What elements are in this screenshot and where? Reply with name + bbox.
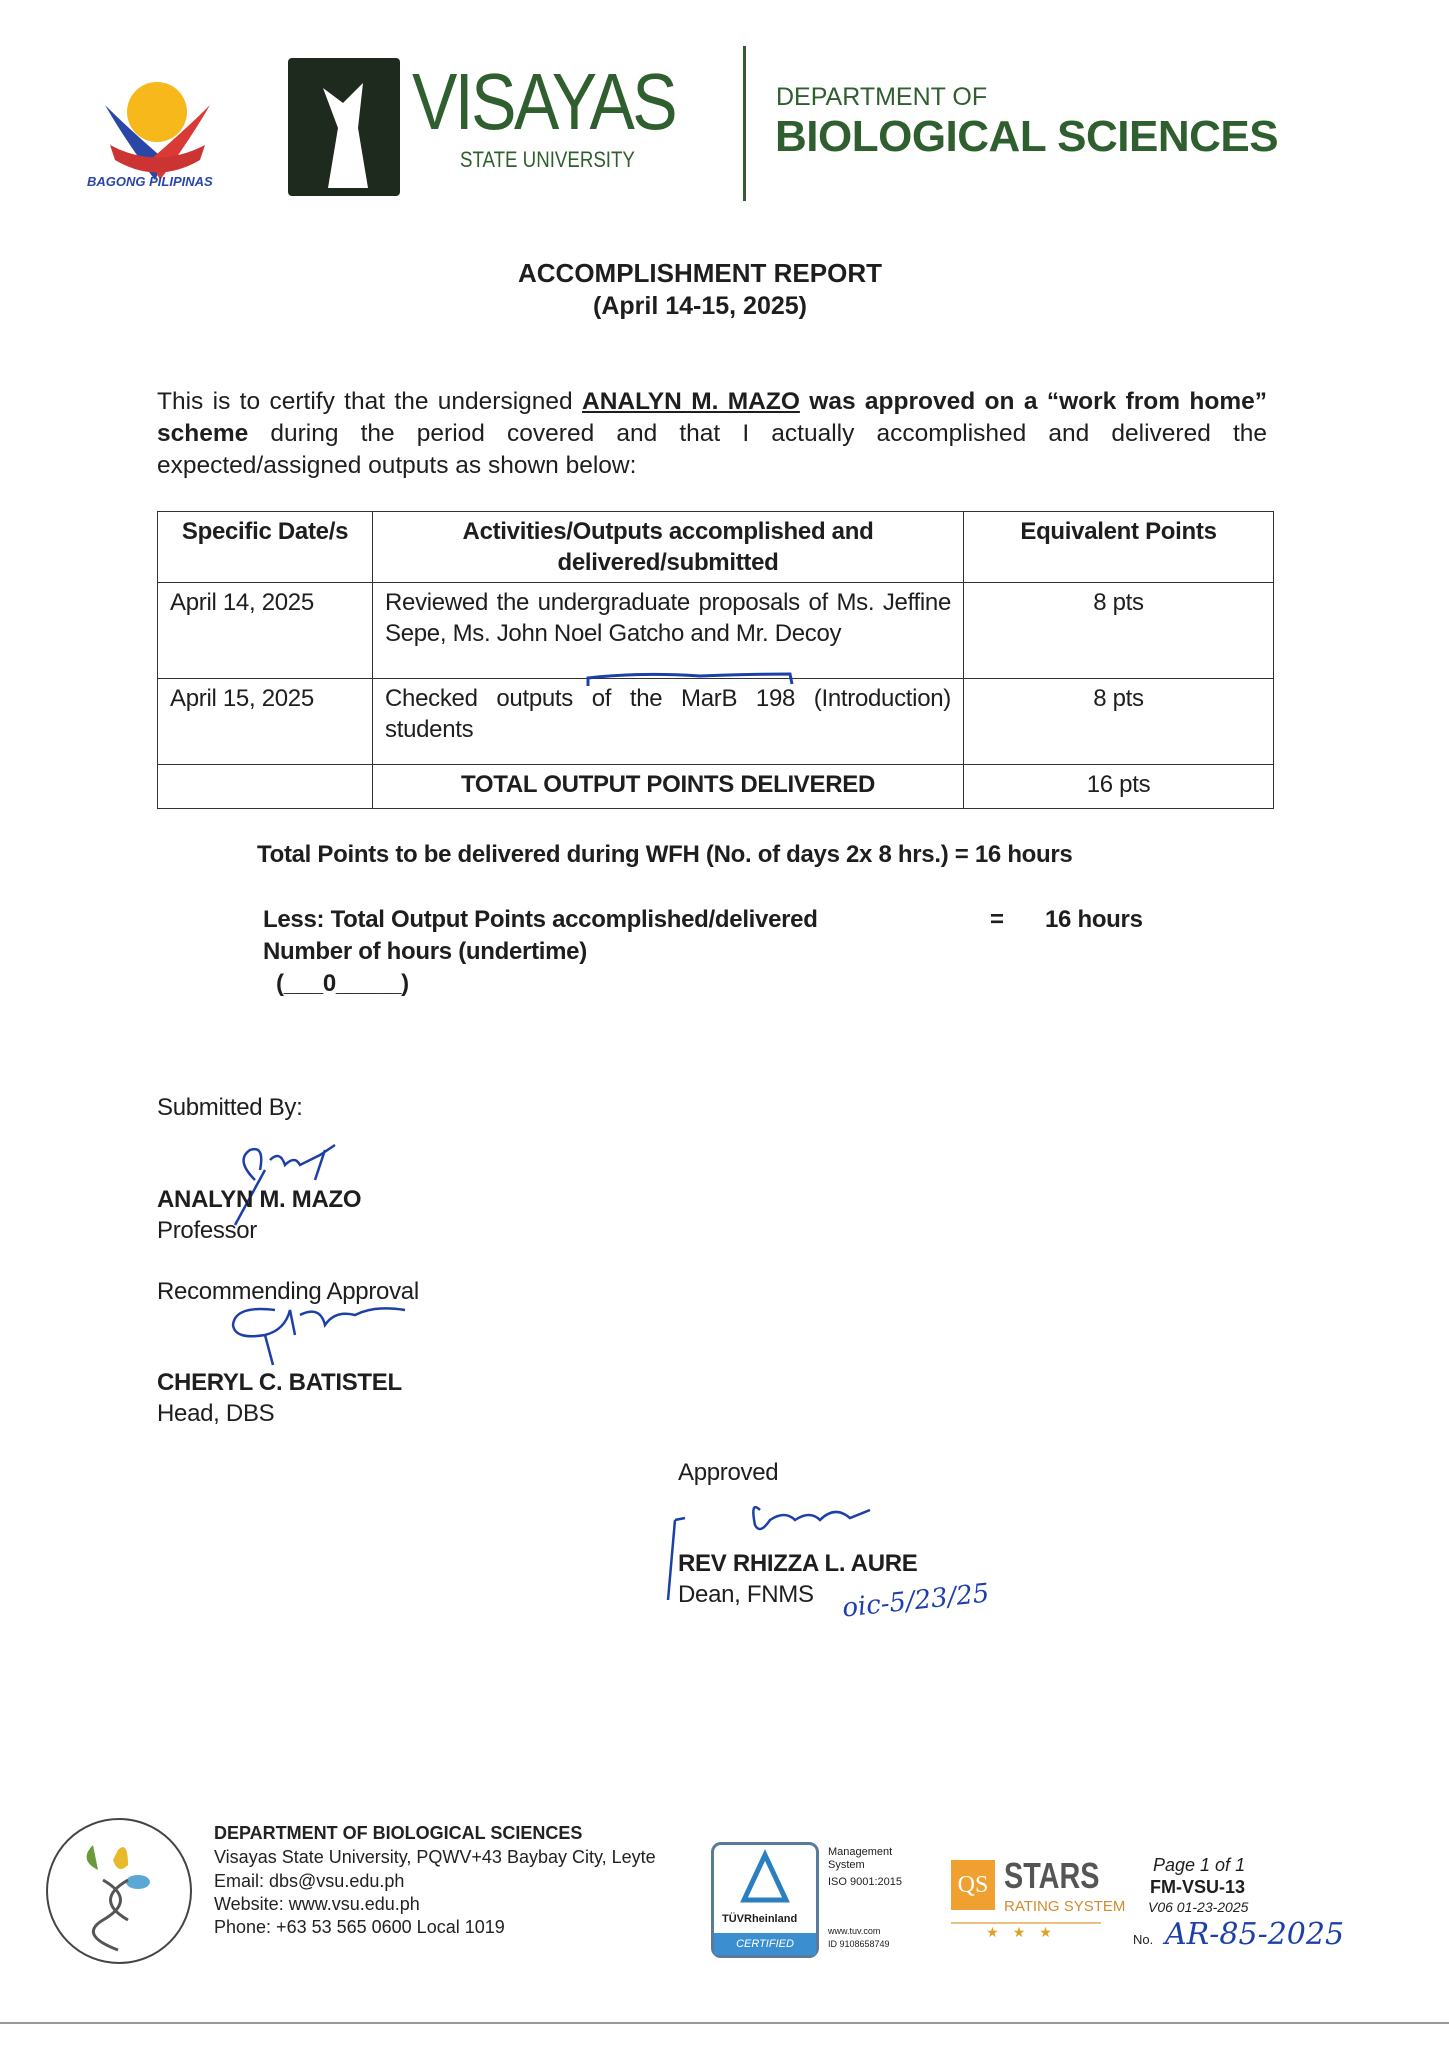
less-value: 16 hours [1045, 906, 1143, 933]
dept-of: DEPARTMENT OF [776, 83, 988, 111]
report-period: (April 14-15, 2025) [593, 292, 807, 320]
qs-stars: STARS [1004, 1855, 1100, 1896]
submitter-name: ANALYN M. MAZO [157, 1186, 362, 1213]
footer-form-code: FM-VSU-13 [1150, 1877, 1246, 1897]
table-header-row [158, 512, 1274, 583]
vsu-seal [288, 58, 400, 196]
row-activity: Reviewed the undergraduate proposals of Ms. Jeffine Sepe, Ms. John Noel Gatcho and Mr. Decoy [373, 583, 964, 679]
tuv-iso: ISO 9001:2015 [828, 1876, 903, 1888]
col-header-activity: Activities/Outputs accomplished and delivered/submitted [373, 512, 964, 583]
total-points: 16 pts [964, 765, 1274, 809]
bottom-rule [0, 2022, 1449, 2024]
approver-handwritten-date: oic-5/23/25 [840, 1578, 991, 1624]
intro-text-end: during the period covered and that I actually accomplished and delivered the expected/assigned outputs as shown below: [157, 420, 1267, 479]
recommender-signature [225, 1290, 425, 1370]
intro-bold: was approved on a “work from home” scheme [157, 388, 1267, 447]
tuv-id: ID 9108658749 [828, 1939, 890, 1949]
university-sub: STATE UNIVERSITY [460, 147, 635, 172]
footer-version: V06 01-23-2025 [1148, 1899, 1249, 1915]
dept-name: BIOLOGICAL SCIENCES [775, 112, 1279, 161]
less-equals: = [990, 906, 1004, 933]
approver-name: REV RHIZZA L. AURE [678, 1550, 918, 1577]
helix-leaf-bird-fish-icon [48, 1820, 190, 1962]
dbs-footer-logo [46, 1818, 192, 1964]
qs-badge: QS [951, 1860, 995, 1910]
recommender-title: Head, DBS [157, 1400, 275, 1427]
oblation-figure-icon [288, 58, 400, 196]
footer-page: Page 1 of 1 [1153, 1855, 1246, 1875]
total-empty-cell [158, 765, 373, 809]
tuv-brand: TÜVRheinland [722, 1913, 798, 1925]
row-date: April 14, 2025 [158, 583, 373, 679]
undertime-label: Number of hours (undertime) [263, 938, 587, 965]
accomplishment-table [157, 511, 1274, 809]
submitter-title: Professor [157, 1217, 258, 1244]
recommending-label: Recommending Approval [157, 1278, 419, 1305]
footer-no-label: No. [1133, 1932, 1154, 1947]
footer-website[interactable]: Website: www.vsu.edu.ph [214, 1894, 420, 1914]
col-header-date: Specific Date/s [158, 512, 373, 583]
tuv-web: www.tuv.com [828, 1926, 881, 1936]
tuv-badge [711, 1842, 819, 1958]
qs-rating: RATING SYSTEM [1004, 1898, 1126, 1915]
bagong-pilipinas-text: BAGONG PILIPINAS [87, 174, 213, 189]
intro-text: This is to certify that the undersigned [157, 388, 583, 415]
approver-title: Dean, FNMS [678, 1581, 814, 1608]
footer-dept: DEPARTMENT OF BIOLOGICAL SCIENCES [214, 1823, 583, 1843]
row-date: April 15, 2025 [158, 679, 373, 765]
footer-no-value: AR-85-2025 [1165, 1917, 1345, 1952]
table-row [158, 583, 1274, 679]
university-name: VISAYAS [412, 57, 676, 146]
header-divider [743, 46, 746, 201]
intro-name: ANALYN M. MAZO [582, 388, 800, 415]
footer-phone: Phone: +63 53 565 0600 Local 1019 [214, 1917, 505, 1937]
tuv-certified: CERTIFIED [714, 1933, 816, 1955]
bagong-pilipinas-logo [85, 50, 235, 200]
row-activity: Checked outputs of the MarB 198 (Introduction) students [373, 679, 964, 765]
recommender-name: CHERYL C. BATISTEL [157, 1369, 402, 1396]
total-label: TOTAL OUTPUT POINTS DELIVERED [373, 765, 964, 809]
approved-label: Approved [678, 1459, 779, 1486]
tuv-triangle-icon [714, 1845, 816, 1905]
certification-paragraph [157, 386, 1267, 482]
footer-email[interactable]: Email: dbs@vsu.edu.ph [214, 1871, 405, 1891]
row-points: 8 pts [964, 583, 1274, 679]
report-title: ACCOMPLISHMENT REPORT [518, 258, 882, 288]
table-total-row [158, 765, 1274, 809]
ink-mark [580, 668, 800, 698]
row-points: 8 pts [964, 679, 1274, 765]
submitted-by-label: Submitted By: [157, 1094, 303, 1121]
undertime-value: (___0_____) [276, 970, 409, 997]
col-header-points: Equivalent Points [964, 512, 1274, 583]
qs-star-rating: ★★★ [951, 1922, 1101, 1941]
total-points-line: Total Points to be delivered during WFH (No. of days 2x 8 hrs.) = 16 hours [257, 841, 1073, 868]
footer-address: Visayas State University, PQWV+43 Baybay City, Leyte [214, 1847, 656, 1867]
tuv-mgmt: Management System [828, 1846, 893, 1871]
less-label: Less: Total Output Points accomplished/delivered [263, 906, 818, 933]
